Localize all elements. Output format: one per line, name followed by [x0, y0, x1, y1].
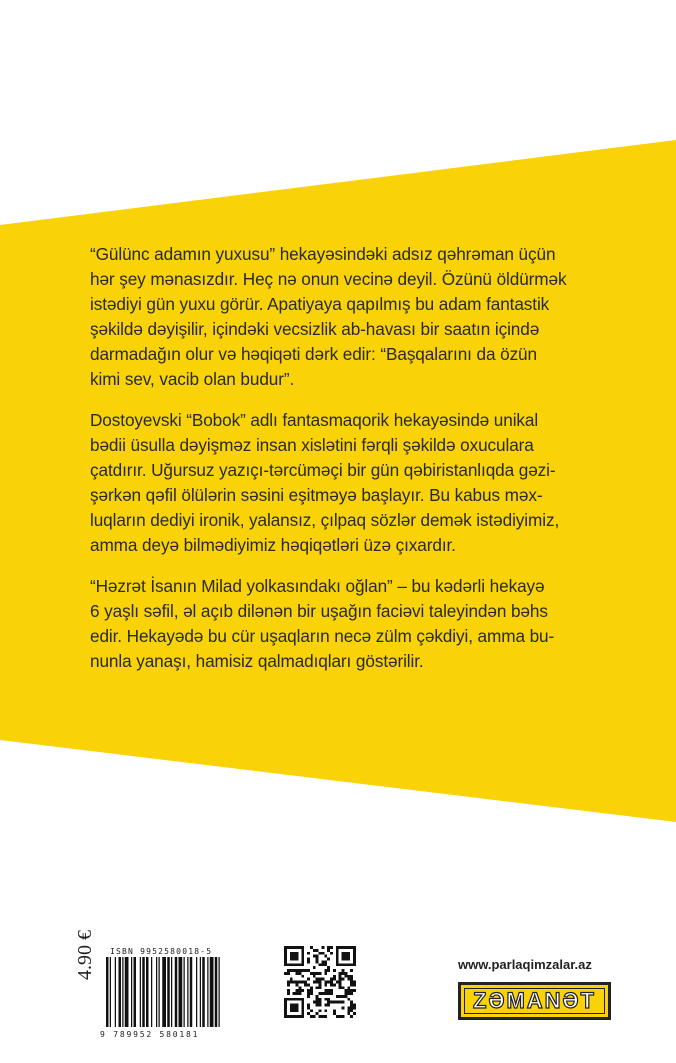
blurb-line: kimi sev, vacib olan budur”. [90, 369, 295, 389]
isbn-digits: 9 789952 580181 [100, 1030, 200, 1039]
blurb-line: 6 yaşlı səfil, əl açıb dilənən bir uşağın faciəvi taleyindən bəhs [90, 601, 548, 621]
blurb-line: bədii üsulla dəyişməz insan xislətini fərqli şəkildə oxuculara [90, 435, 534, 455]
blurb-line: darmadağın olur və həqiqəti dərk edir: “Başqalarını da özün [90, 344, 537, 364]
publisher-logo [458, 982, 611, 1020]
price-label: 4.90 € [74, 930, 96, 980]
blurb-line: “Gülünc adamın yuxusu” hekayəsindəki adsız qəhrəman üçün [90, 244, 556, 264]
logo-text: ZƏMANƏT [473, 988, 596, 1013]
qr-code-icon[interactable] [284, 946, 356, 1018]
blurb-line: Dostoyevski “Bobok” adlı fantasmaqorik hekayəsində unikal [90, 410, 539, 430]
barcode-icon [104, 957, 264, 1027]
blurb-line: luqların dediyi ironik, yalansız, çılpaq sözlər demək istədiyimiz, [90, 510, 560, 530]
blurb-paragraph-3 [90, 574, 595, 674]
blurb [90, 242, 595, 690]
blurb-line: edir. Hekayədə bu cür uşaqların necə zülm çəkdiyi, amma bu- [90, 626, 555, 646]
isbn-label: ISBN 9952580018-5 [110, 947, 213, 956]
blurb-line: şəkildə dəyişilir, içindəki vecsizlik ab-havası bir saatın içində [90, 319, 540, 339]
blurb-line: çatdırır. Uğursuz yazıçı-tərcüməçi bir gün qəbiristanlıqda gəzi- [90, 460, 556, 480]
blurb-line: “Həzrət İsanın Milad yolkasındakı oğlan” – bu kədərli hekayə [90, 576, 545, 596]
blurb-line: hər şey mənasızdır. Heç nə onun vecinə deyil. Özünü öldürmək [90, 269, 567, 289]
blurb-line: istədiyi gün yuxu görür. Apatiyaya qapılmış bu adam fantastik [90, 294, 550, 314]
blurb-line: şərkən qəfil ölülərin səsini eşitməyə başlayır. Bu kabus məx- [90, 485, 543, 505]
blurb-line: nunla yanaşı, hamisiz qalmadıqları göstərilir. [90, 651, 424, 671]
blurb-paragraph-1 [90, 242, 595, 392]
blurb-paragraph-2 [90, 408, 595, 558]
blurb-line: amma deyə bilmədiyimiz həqiqətləri üzə çıxardır. [90, 535, 456, 555]
publisher-website[interactable]: www.parlaqimzalar.az [458, 957, 592, 972]
